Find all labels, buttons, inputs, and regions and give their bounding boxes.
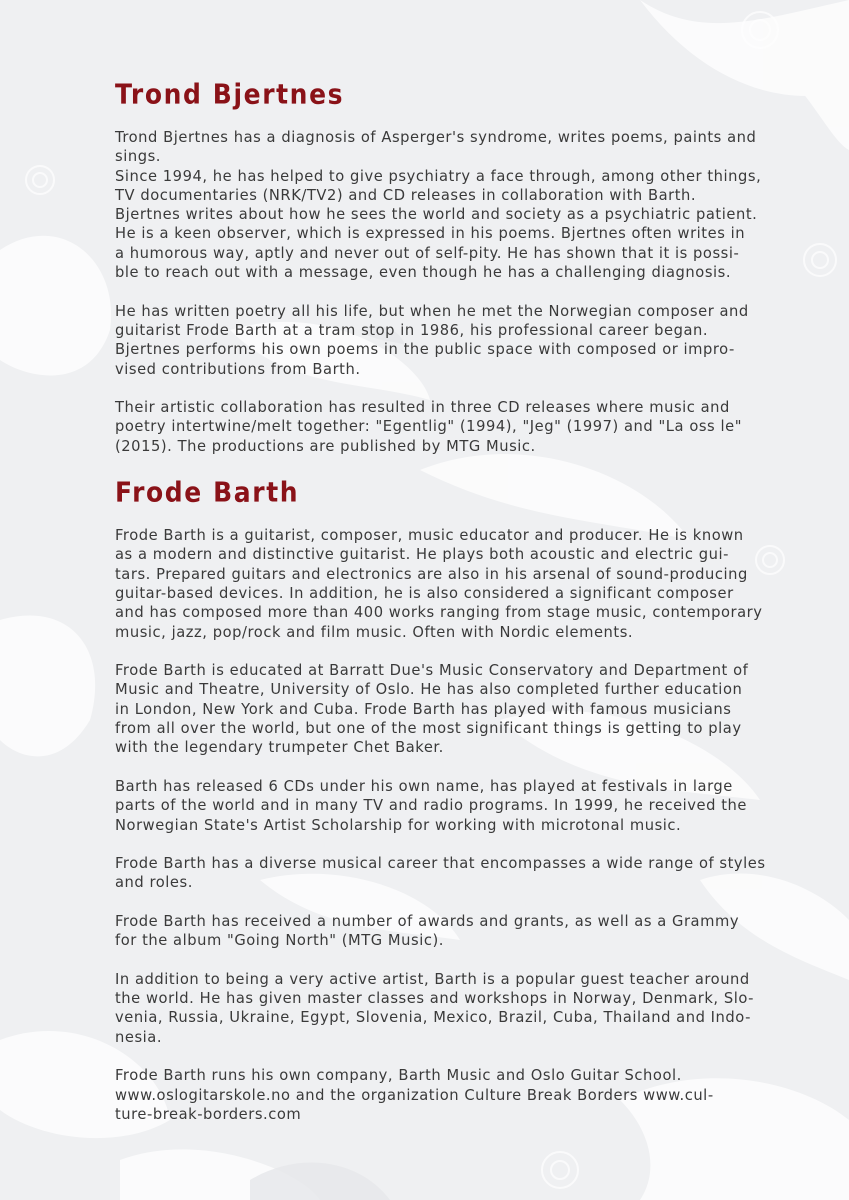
paragraph: Frode Barth is a guitarist, composer, music educator and producer. He is known as a modern and distinctive guitarist. He plays both acoustic and electric gui- tars. Prepared guitars and electronics are also in his arsenal of sound-producing guitar-based devices. In addition, he is also considered a significant composer and has composed more than 400 works ranging from stage music, contemporary music, jazz, pop/rock and film music. Often with Nordic elements. — [115, 527, 763, 641]
article — [115, 78, 835, 1124]
paragraph: Trond Bjertnes has a diagnosis of Asperger's syndrome, writes poems, paints and sings. Since 1994, he has helped to give psychiatry a face through, among other things, TV documentaries (NRK/TV2) and CD releases in collaboration with Barth. Bjertnes writes about how he sees the world and society as a psychiatric patient. He is a keen observer, which is expressed in his poems. Bjertnes often writes in a humorous way, aptly and never out of self-pity. He has shown that it is possi- ble to reach out with a message, even though he has a challenging diagnosis. — [115, 129, 762, 282]
section-heading: Trond Bjertnes — [115, 78, 345, 110]
paragraph: In addition to being a very active artist, Barth is a popular guest teacher around the world. He has given master classes and workshops in Norway, Denmark, Slo- venia, Russia, Ukraine, Egypt, Slovenia, Mexico, Brazil, Cuba, Thailand and Indo- nesia. — [115, 970, 755, 1046]
paragraph: Frode Barth runs his own company, Barth Music and Oslo Guitar School. www.oslogitarskole.no and the organization Culture Break Borders www.cul- ture-break-borders.com — [115, 1067, 714, 1123]
section-heading: Frode Barth — [115, 476, 300, 508]
section-frode-barth — [115, 476, 835, 1124]
paragraph: Frode Barth has received a number of awards and grants, as well as a Grammy for the album "Going North" (MTG Music). — [115, 912, 740, 950]
paragraph: Frode Barth is educated at Barratt Due's Music Conservatory and Department of Music and Theatre, University of Oslo. He has also completed further education in London, New York and Cuba. Frode Barth has played with famous musicians from all over the world, but one of the most significant things is getting to play with the legendary trumpeter Chet Baker. — [115, 662, 749, 757]
paragraph: He has written poetry all his life, but when he met the Norwegian composer and guitarist Frode Barth at a tram stop in 1986, his professional career began. Bjertnes performs his own poems in the public space with composed or impro- vised contributions from Barth. — [115, 302, 749, 378]
section-trond-bjertnes — [115, 78, 835, 456]
paragraph: Their artistic collaboration has resulted in three CD releases where music and poetry intertwine/melt together: "Egentlig" (1994), "Jeg" (1997) and "La oss le" (2015). The productions are published by MTG Music. — [115, 399, 742, 455]
paragraph: Frode Barth has a diverse musical career that encompasses a wide range of styles and roles. — [115, 855, 766, 892]
paragraph: Barth has released 6 CDs under his own name, has played at festivals in large parts of the world and in many TV and radio programs. In 1999, he received the Norwegian State's Artist Scholarship for working with microtonal music. — [115, 777, 747, 834]
